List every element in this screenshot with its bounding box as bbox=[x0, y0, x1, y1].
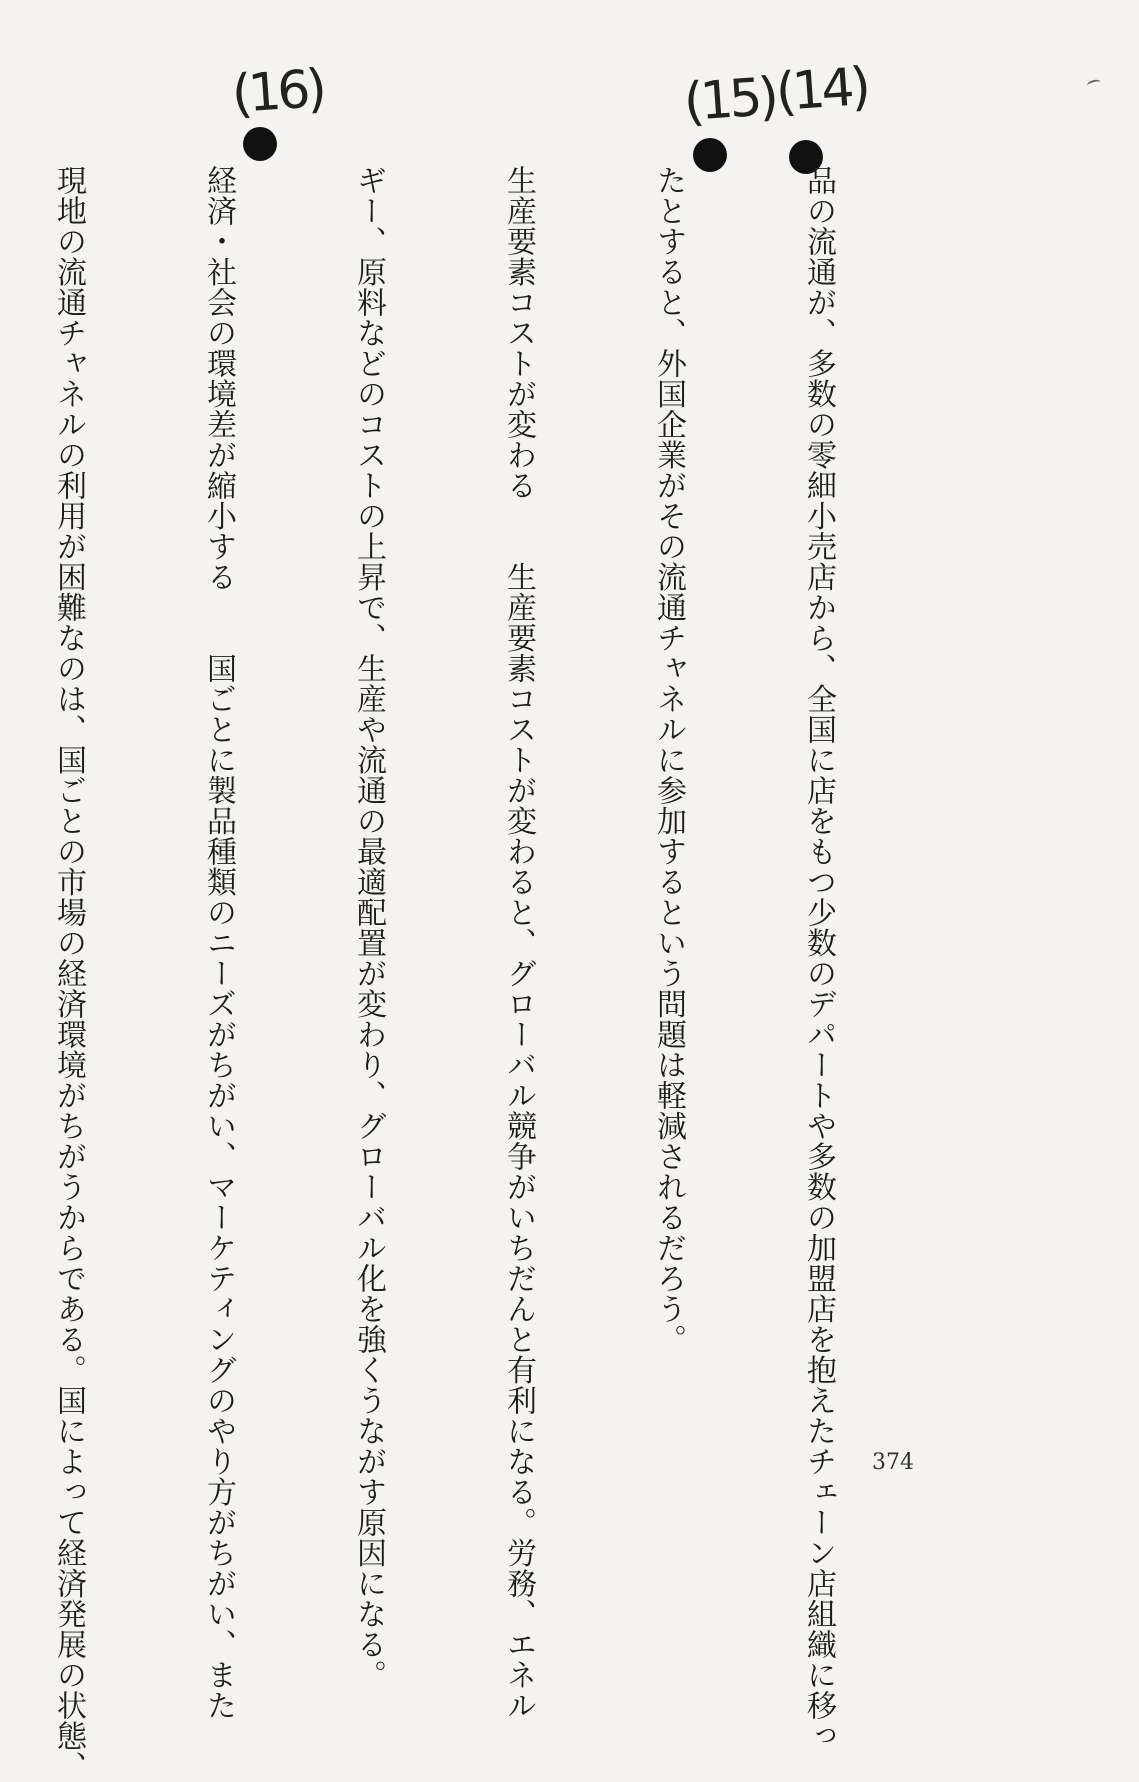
annotation-16: (16) bbox=[230, 58, 325, 126]
text-line: ギー、原料などのコストの上昇で、生産や流通の最適配置が変わり、グローバル化を強くうながす原因になる。 bbox=[351, 165, 386, 1690]
body-text bbox=[0, 165, 943, 1782]
annotation-15: (15) bbox=[682, 66, 777, 134]
text-line: 現地の流通チャネルの利用が困難なのは、国ごとの市場の経済環境がちがうからである。国によって経済発展の状態、 bbox=[51, 165, 86, 1782]
annotation-14: (14) bbox=[774, 56, 869, 124]
text-line: たとすると、外国企業がその流通チャネルに参加するという問題は軽減されるだろう。 bbox=[651, 165, 686, 1355]
page-number: 374 bbox=[872, 1450, 914, 1475]
corner-mark bbox=[1086, 78, 1102, 89]
section-heading-line: 生産要素コストが変わる 生産要素コストが変わると、グローバル競争がいちだんと有利になる。労務、エネル bbox=[501, 165, 536, 1721]
marker-dot-16 bbox=[243, 127, 277, 161]
section-heading-line: 経済・社会の環境差が縮小する 国ごとに製品種類のニーズがちがい、マーケティングのやり方がちがい、また bbox=[201, 165, 236, 1721]
text-line: 品の流通が、多数の零細小売店から、全国に店をもつ少数のデパートや多数の加盟店を抱えたチェーン店組織に移っ bbox=[801, 165, 836, 1751]
